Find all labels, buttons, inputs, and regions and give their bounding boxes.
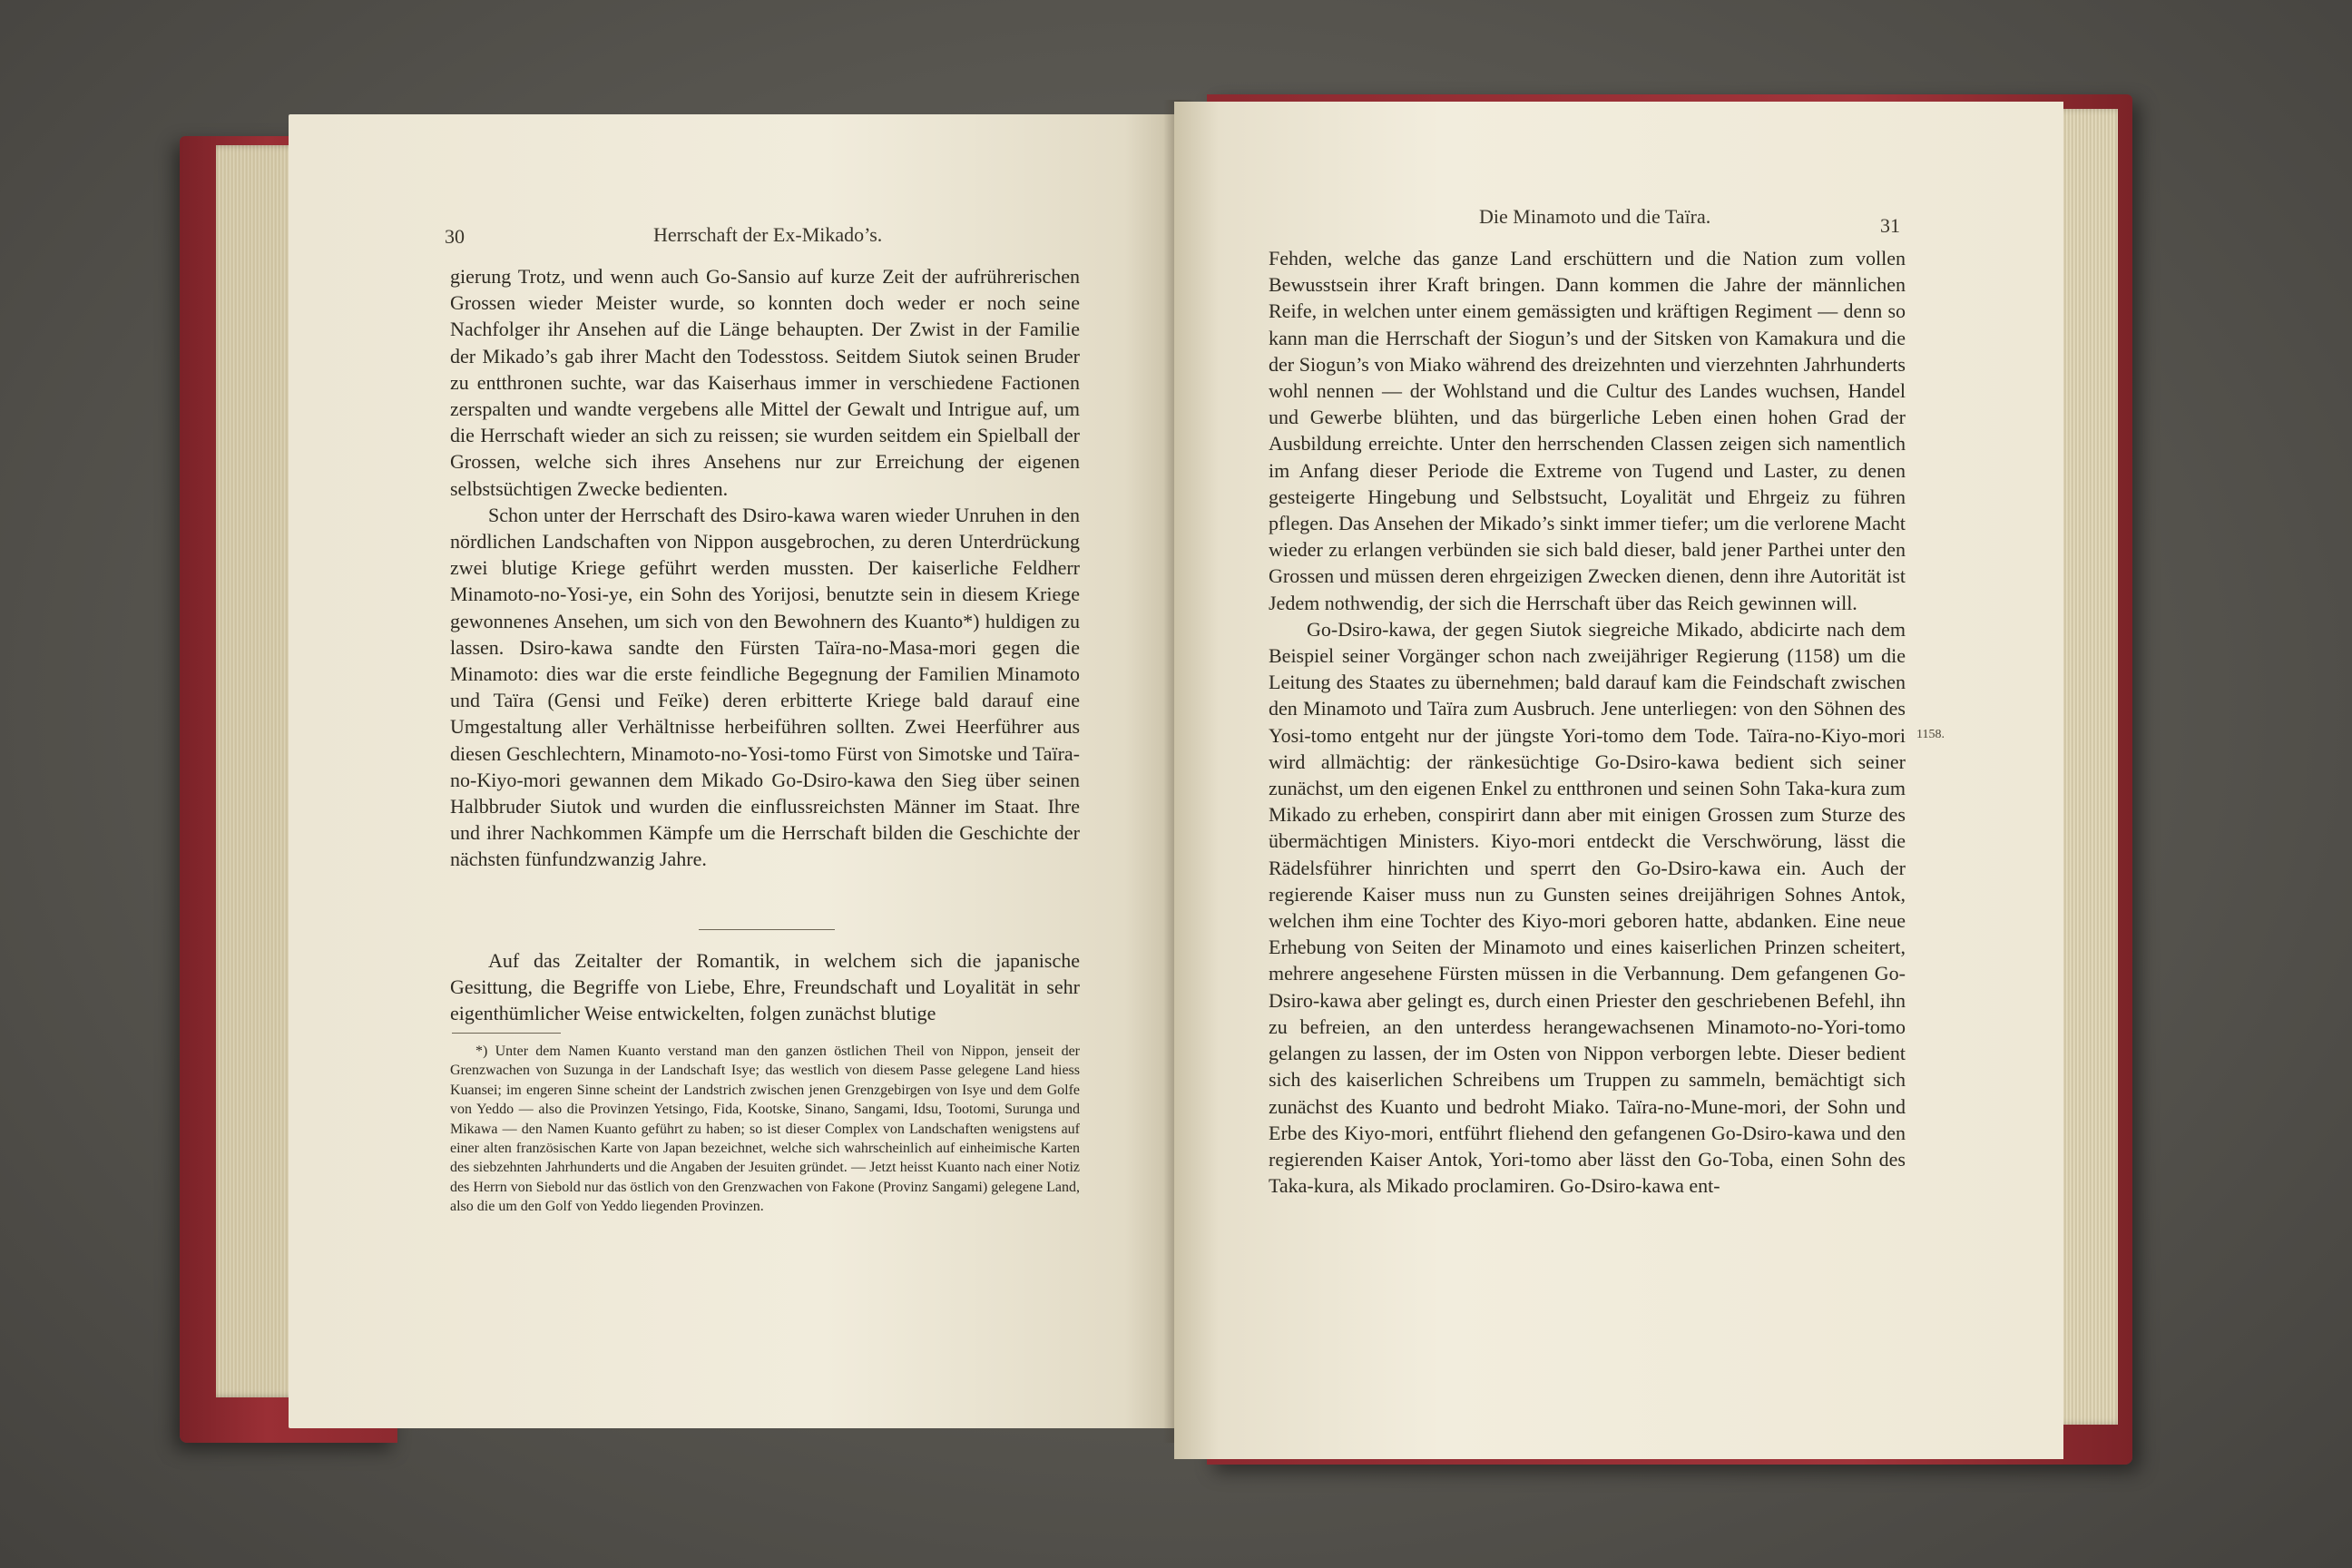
footnote — [450, 1042, 1080, 1217]
paragraph: Auf das Zeitalter der Romantik, in welchem sich die japanische Gesittung, die Begriffe von Liebe, Ehre, Freundschaft und Loyalität in sehr eigenthümlicher Weise entwickelten, folgen zunächst blutige — [450, 949, 1080, 1025]
running-head: Herrschaft der Ex-Mikado’s. — [653, 223, 883, 246]
paragraph: Schon unter der Herrschaft des Dsiro-kawa waren wieder Unruhen in den nördlichen Landschaften von Nippon ausgebrochen, zu deren Unterdrückung zwei blutige Kriege geführt werden mussten. Der kaiserliche Feldherr Minamoto-no-Yosi-ye, ein Sohn des Yorijosi, benutzte sein in diesem Kriege gewonnenes Ansehen, um sich von den Bewohnern des Kuanto*) huldigen zu lassen. Dsiro-kawa sandte den Fürsten Taïra-no-Masa-mori gegen die Minamoto: dies war die erste feindliche Begegnung der Familien Minamoto und Taïra (Gensi und Feïke) deren erbitterte Kriege bald darauf eine Umgestaltung aller Verhältnisse herbeiführen sollten. Zwei Heerführer aus diesen Geschlechtern, Minamoto-no-Yosi-tomo Fürst von Simotske und Taïra-no-Kiyo-mori gewannen dem Mikado Go-Dsiro-kawa den Sieg über seinen Halbbruder Siutok und wurden die einflussreichsten Männer im Staat. Ihre und ihrer Nachkommen Kämpfe um die Herrschaft bilden die Geschichte der nächsten fünfundzwanzig Jahre. — [450, 503, 1080, 871]
body-text — [450, 947, 1080, 1027]
paragraph: gierung Trotz, und wenn auch Go-Sansio auf kurze Zeit der aufrührerischen Grossen wieder Meister wurde, so konnten doch weder er noch seine Nachfolger ihr Ansehen auf die Länge behaupten. Der Zwist in der Familie der Mikado’s gab ihrer Macht den Todesstoss. Seitdem Siutok seinen Bruder zu entthronen suchte, war das Kaiserhaus immer in verschiedene Factionen zerspalten und wandte vergebens alle Mittel der Gewalt und Intrigue auf, um die Herrschaft wieder an sich zu reissen; sie wurden seitdem ein Spielball der Grossen, welche sich ihres Ansehens nur zur Erreichung der eigenen selbstsüchtigen Zwecke bedienten. — [450, 265, 1080, 500]
margin-note: 1158. — [1916, 728, 1945, 741]
footnote-text: *) Unter dem Namen Kuanto verstand man den ganzen östlichen Theil von Nippon, jenseit der Grenzwachen von Suzunga in der Landschaft Isye; das westlich von diesem Passe gelegene Land hiess Kuansei; im engeren Sinne scheint der Landstrich zwischen jenen Grenzgebirgen von Isye und dem Golfe von Yeddo — also die Provinzen Yetsingo, Fida, Kootske, Sinano, Sangami, Idsu, Tootomi, Surunga und Mikawa — den Namen Kuanto geführt zu haben; so ist dieser Complex von Landschaften wenigstens auf einer alten französischen Karte von Japan bezeichnet, welche sich wahrscheinlich auf einheimische Karten des siebzehnten Jahrhunderts und die Angaben der Jesuiten gründet. — Jetzt heisst Kuanto nach einer Notiz des Herrn von Siebold nur das östlich von den Grenzwachen von Fakone (Provinz Sangami) gelegene Land, also die um den Golf von Yeddo liegenden Provinzen. — [450, 1044, 1080, 1215]
footnote-rule — [452, 1033, 561, 1034]
paragraph: Fehden, welche das ganze Land erschüttern und die Nation zum vollen Bewusstsein ihrer Kraft bringen. Dann kommen die Jahre der männlichen Reife, in welchen unter einem gemässigten und kräftigen Regiment — denn so kann man die Herrschaft der Siogun’s und der Sitsken von Kamakura und die der Siogun’s von Miako während des dreizehnten und vierzehnten Jahrhunderts wohl nennen — der Wohlstand und die Cultur des Landes wuchsen, Handel und Gewerbe blühten, und das bürgerliche Leben einen hohen Grad der Ausbildung erreichte. Unter den herrschenden Classen zeigen sich namentlich im Anfang dieser Periode die Extreme von Tugend und Laster, zu denen gesteigerte Hingebung und Selbstsucht, Loyalität und Ehrgeiz zu führen pflegen. Das Ansehen der Mikado’s sinkt immer tiefer; um die verlorene Macht wieder zu erlangen verbünden sie sich bald dieser, bald jener Parthei unter den Grossen und müssen deren ehrgeizigen Zwecken dienen, denn ihre Autorität ist Jedem nothwendig, der sich die Herrschaft über das Reich gewinnen will. — [1269, 247, 1906, 614]
body-text — [450, 263, 1080, 873]
running-head: Die Minamoto und die Taïra. — [1479, 205, 1711, 228]
paragraph: Go-Dsiro-kawa, der gegen Siutok siegreiche Mikado, abdicirte nach dem Beispiel seiner Vorgänger schon nach zweijähriger Regierung (1158) um die Leitung des Staates zu übernehmen; bald darauf kam die Feindschaft zwischen den Minamoto und Taïra zum Ausbruch. Jene unterliegen: von den Söhnen des Yosi-tomo entgeht nur der jüngste Yori-tomo dem Tode. Taïra-no-Kiyo-mori wird allmächtig: der ränkesüchtige Go-Dsiro-kawa bedient sich seiner zunächst, um den eigenen Enkel zu entthronen und seinen Sohn Taka-kura zum Mikado zu erheben, conspirirt dann aber mit einigen Grossen zum Sturze des übermächtigen Ministers. Kiyo-mori entdeckt die Verschwörung, lässt die Rädelsführer hinrichten und sperrt den Go-Dsiro-kawa ein. Auch der regierende Kaiser muss nun zu Gunsten seines dreijährigen Sohnes Antok, welchen ihm eine Tochter des Kiyo-mori geboren hatte, abdanken. Eine neue Erhebung von Seiten der Minamoto und eines kaiserlichen Prinzen scheitert, mehrere angesehene Fürsten müssen in die Verbannung. Dem gefangenen Go-Dsiro-kawa aber gelingt es, durch einen Priester den geschriebenen Befehl, ihn zu befreien, an den unterdess herangewachsenen Minamoto-no-Yori-tomo gelangen zu lassen, der im Osten von Nippon verborgen lebte. Dieser bedient sich des kaiserlichen Schreibens um Truppen zu sammeln, bemächtigt sich zunächst des Kuanto und bedroht Miako. Taïra-no-Mune-mori, der Sohn und Erbe des Kiyo-mori, entführt fliehend den gefangenen Go-Dsiro-kawa und den regierenden Kaiser Antok, Yori-tomo aber lässt den Go-Toba, einen Sohn des Taka-kura, als Mikado proclamiren. Go-Dsiro-kawa ent- — [1269, 617, 1906, 1198]
page-number: 30 — [445, 225, 465, 248]
right-page — [1174, 102, 2063, 1459]
left-page — [289, 114, 1178, 1428]
section-separator — [699, 929, 835, 930]
body-text — [1269, 245, 1906, 1199]
page-number: 31 — [1880, 214, 1900, 237]
